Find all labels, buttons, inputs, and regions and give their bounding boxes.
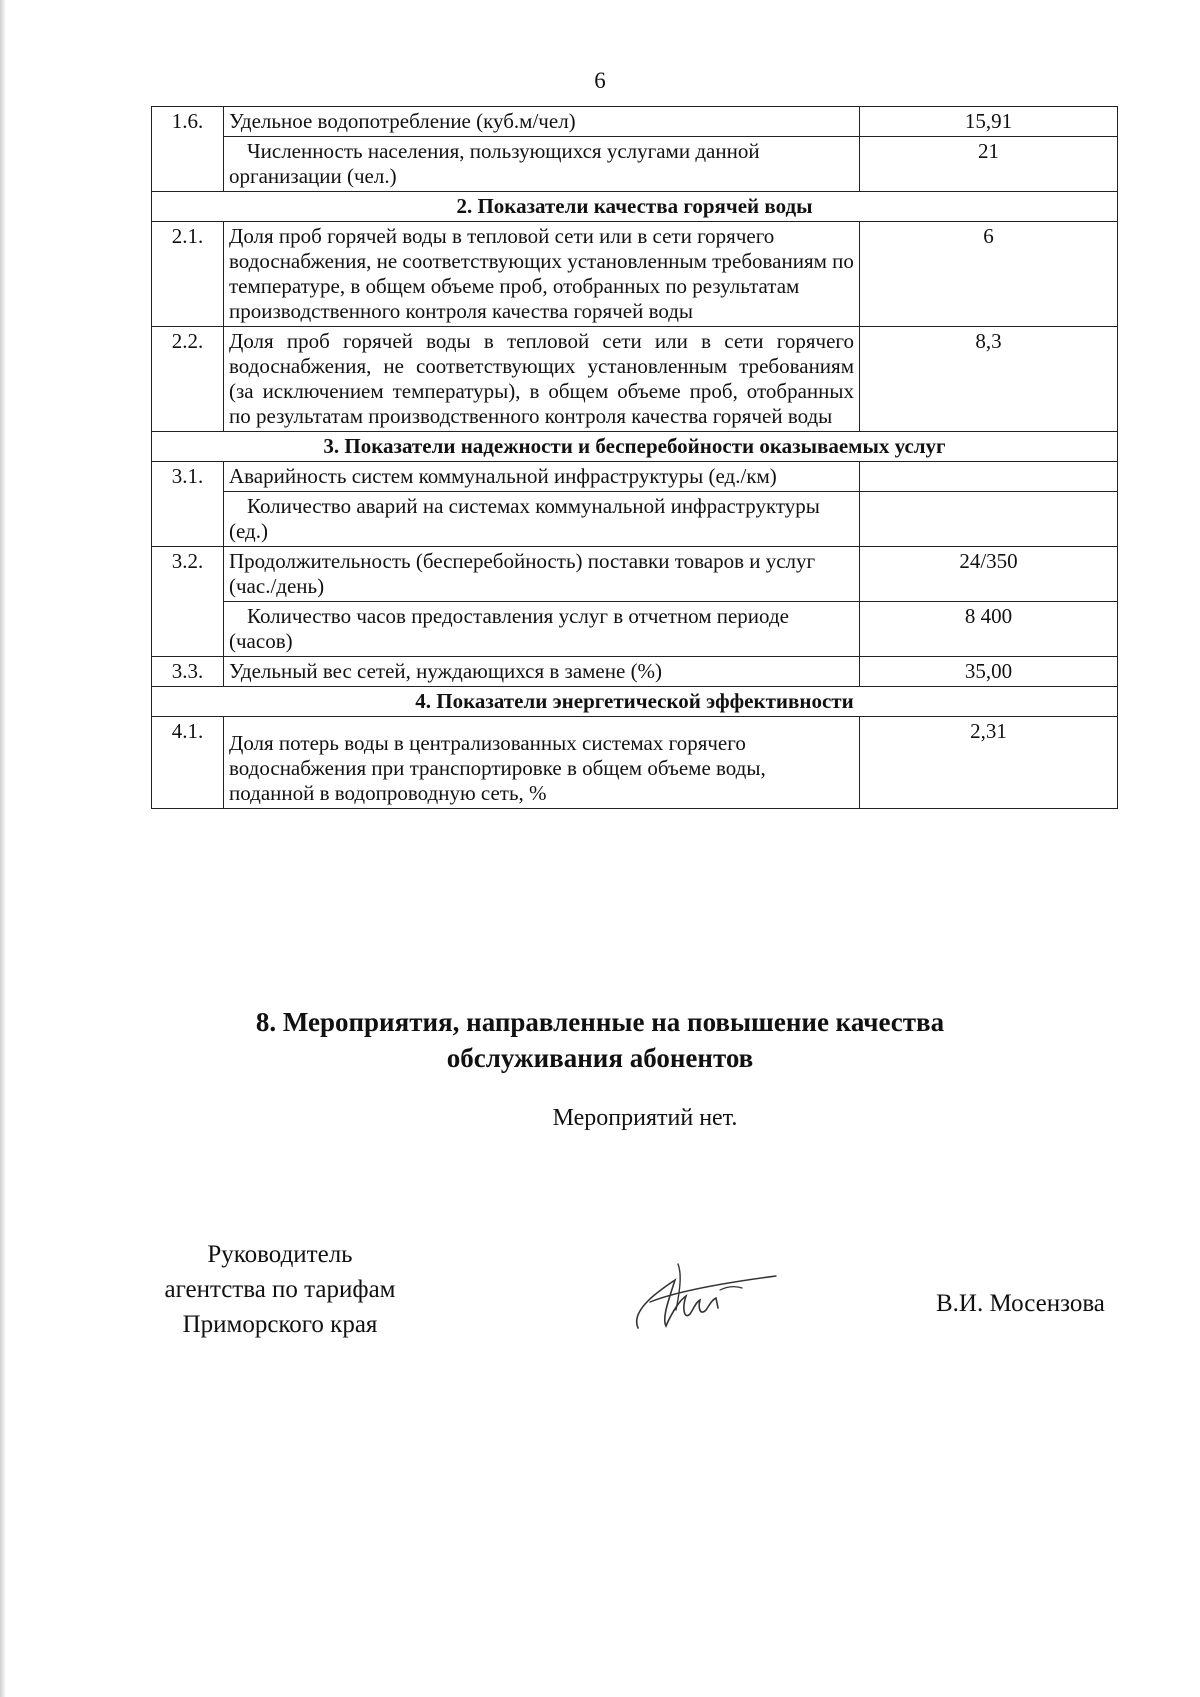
indicator-value: 8 400 xyxy=(860,602,1118,657)
row-number: 3.3. xyxy=(152,657,224,687)
indicator-text: Численность населения, пользующихся услугами данной организации (чел.) xyxy=(224,137,860,192)
section-row xyxy=(152,192,1118,222)
table-row xyxy=(152,492,1118,547)
table-row xyxy=(152,107,1118,137)
indicators-table xyxy=(151,106,1118,809)
signer-position xyxy=(110,1237,450,1342)
no-measures-text: Мероприятий нет. xyxy=(552,1105,738,1131)
section-heading: 3. Показатели надежности и бесперебойности оказываемых услуг xyxy=(152,432,1118,462)
page-number: 6 xyxy=(594,68,606,93)
signer-name: В.И. Мосензова xyxy=(936,1290,1105,1317)
indicator-value xyxy=(860,492,1118,547)
heading-line: обслуживания абонентов xyxy=(446,1043,754,1073)
table-row xyxy=(152,657,1118,687)
table-row xyxy=(152,602,1118,657)
section-heading: 2. Показатели качества горячей воды xyxy=(152,192,1118,222)
heading-line: 8. Мероприятия, направленные на повышение качества xyxy=(255,1007,945,1037)
indicator-value: 24/350 xyxy=(860,547,1118,602)
section-row xyxy=(152,687,1118,717)
section-heading: 4. Показатели энергетической эффективности xyxy=(152,687,1118,717)
indicator-text: Удельный вес сетей, нуждающихся в замене (%) xyxy=(224,657,860,687)
section-8-heading xyxy=(0,1004,1200,1076)
table-row xyxy=(152,717,1118,809)
indicator-value: 6 xyxy=(860,222,1118,327)
indicator-text: Доля проб горячей воды в тепловой сети или в сети горячего водоснабжения, не соответствующих установленным требованиям по температуре, в общем объеме проб, отобранных по результатам производственного контроля качества горячей воды xyxy=(224,222,860,327)
table-row xyxy=(152,462,1118,492)
signer-position-line: агентства по тарифам xyxy=(164,1276,396,1303)
table-row xyxy=(152,547,1118,602)
table-row xyxy=(152,222,1118,327)
signer-position-line: Приморского края xyxy=(182,1311,378,1338)
indicator-value: 35,00 xyxy=(860,657,1118,687)
indicator-text: Количество часов предоставления услуг в отчетном периоде (часов) xyxy=(224,602,860,657)
row-number: 1.6. xyxy=(152,107,224,192)
indicator-value: 8,3 xyxy=(860,327,1118,432)
indicator-text: Доля проб горячей воды в тепловой сети или в сети горячего водоснабжения, не соответствующих установленным требованиям (за исключением температуры), в общем объеме проб, отобранных по результатам производственного контроля качества горячей воды xyxy=(224,327,860,432)
indicator-text: Аварийность систем коммунальной инфраструктуры (ед./км) xyxy=(224,462,860,492)
indicator-text: Количество аварий на системах коммунальной инфраструктуры (ед.) xyxy=(224,492,860,547)
row-number: 3.2. xyxy=(152,547,224,657)
indicator-value xyxy=(860,462,1118,492)
indicator-value: 15,91 xyxy=(860,107,1118,137)
indicator-value: 21 xyxy=(860,137,1118,192)
row-number: 2.1. xyxy=(152,222,224,327)
row-number: 4.1. xyxy=(152,717,224,809)
indicator-text: Доля потерь воды в централизованных системах горячего водоснабжения при транспортировке в общем объеме воды, поданной в водопроводную сеть, % xyxy=(224,717,860,809)
indicator-text: Удельное водопотребление (куб.м/чел) xyxy=(224,107,860,137)
table-row xyxy=(152,327,1118,432)
row-number: 3.1. xyxy=(152,462,224,547)
section-row xyxy=(152,432,1118,462)
signer-position-line: Руководитель xyxy=(207,1241,353,1268)
scan-edge xyxy=(0,0,6,1697)
indicator-value: 2,31 xyxy=(860,717,1118,809)
row-number: 2.2. xyxy=(152,327,224,432)
indicator-text: Продолжительность (бесперебойность) поставки товаров и услуг (час./день) xyxy=(224,547,860,602)
table-row xyxy=(152,137,1118,192)
handwritten-signature xyxy=(620,1250,780,1340)
